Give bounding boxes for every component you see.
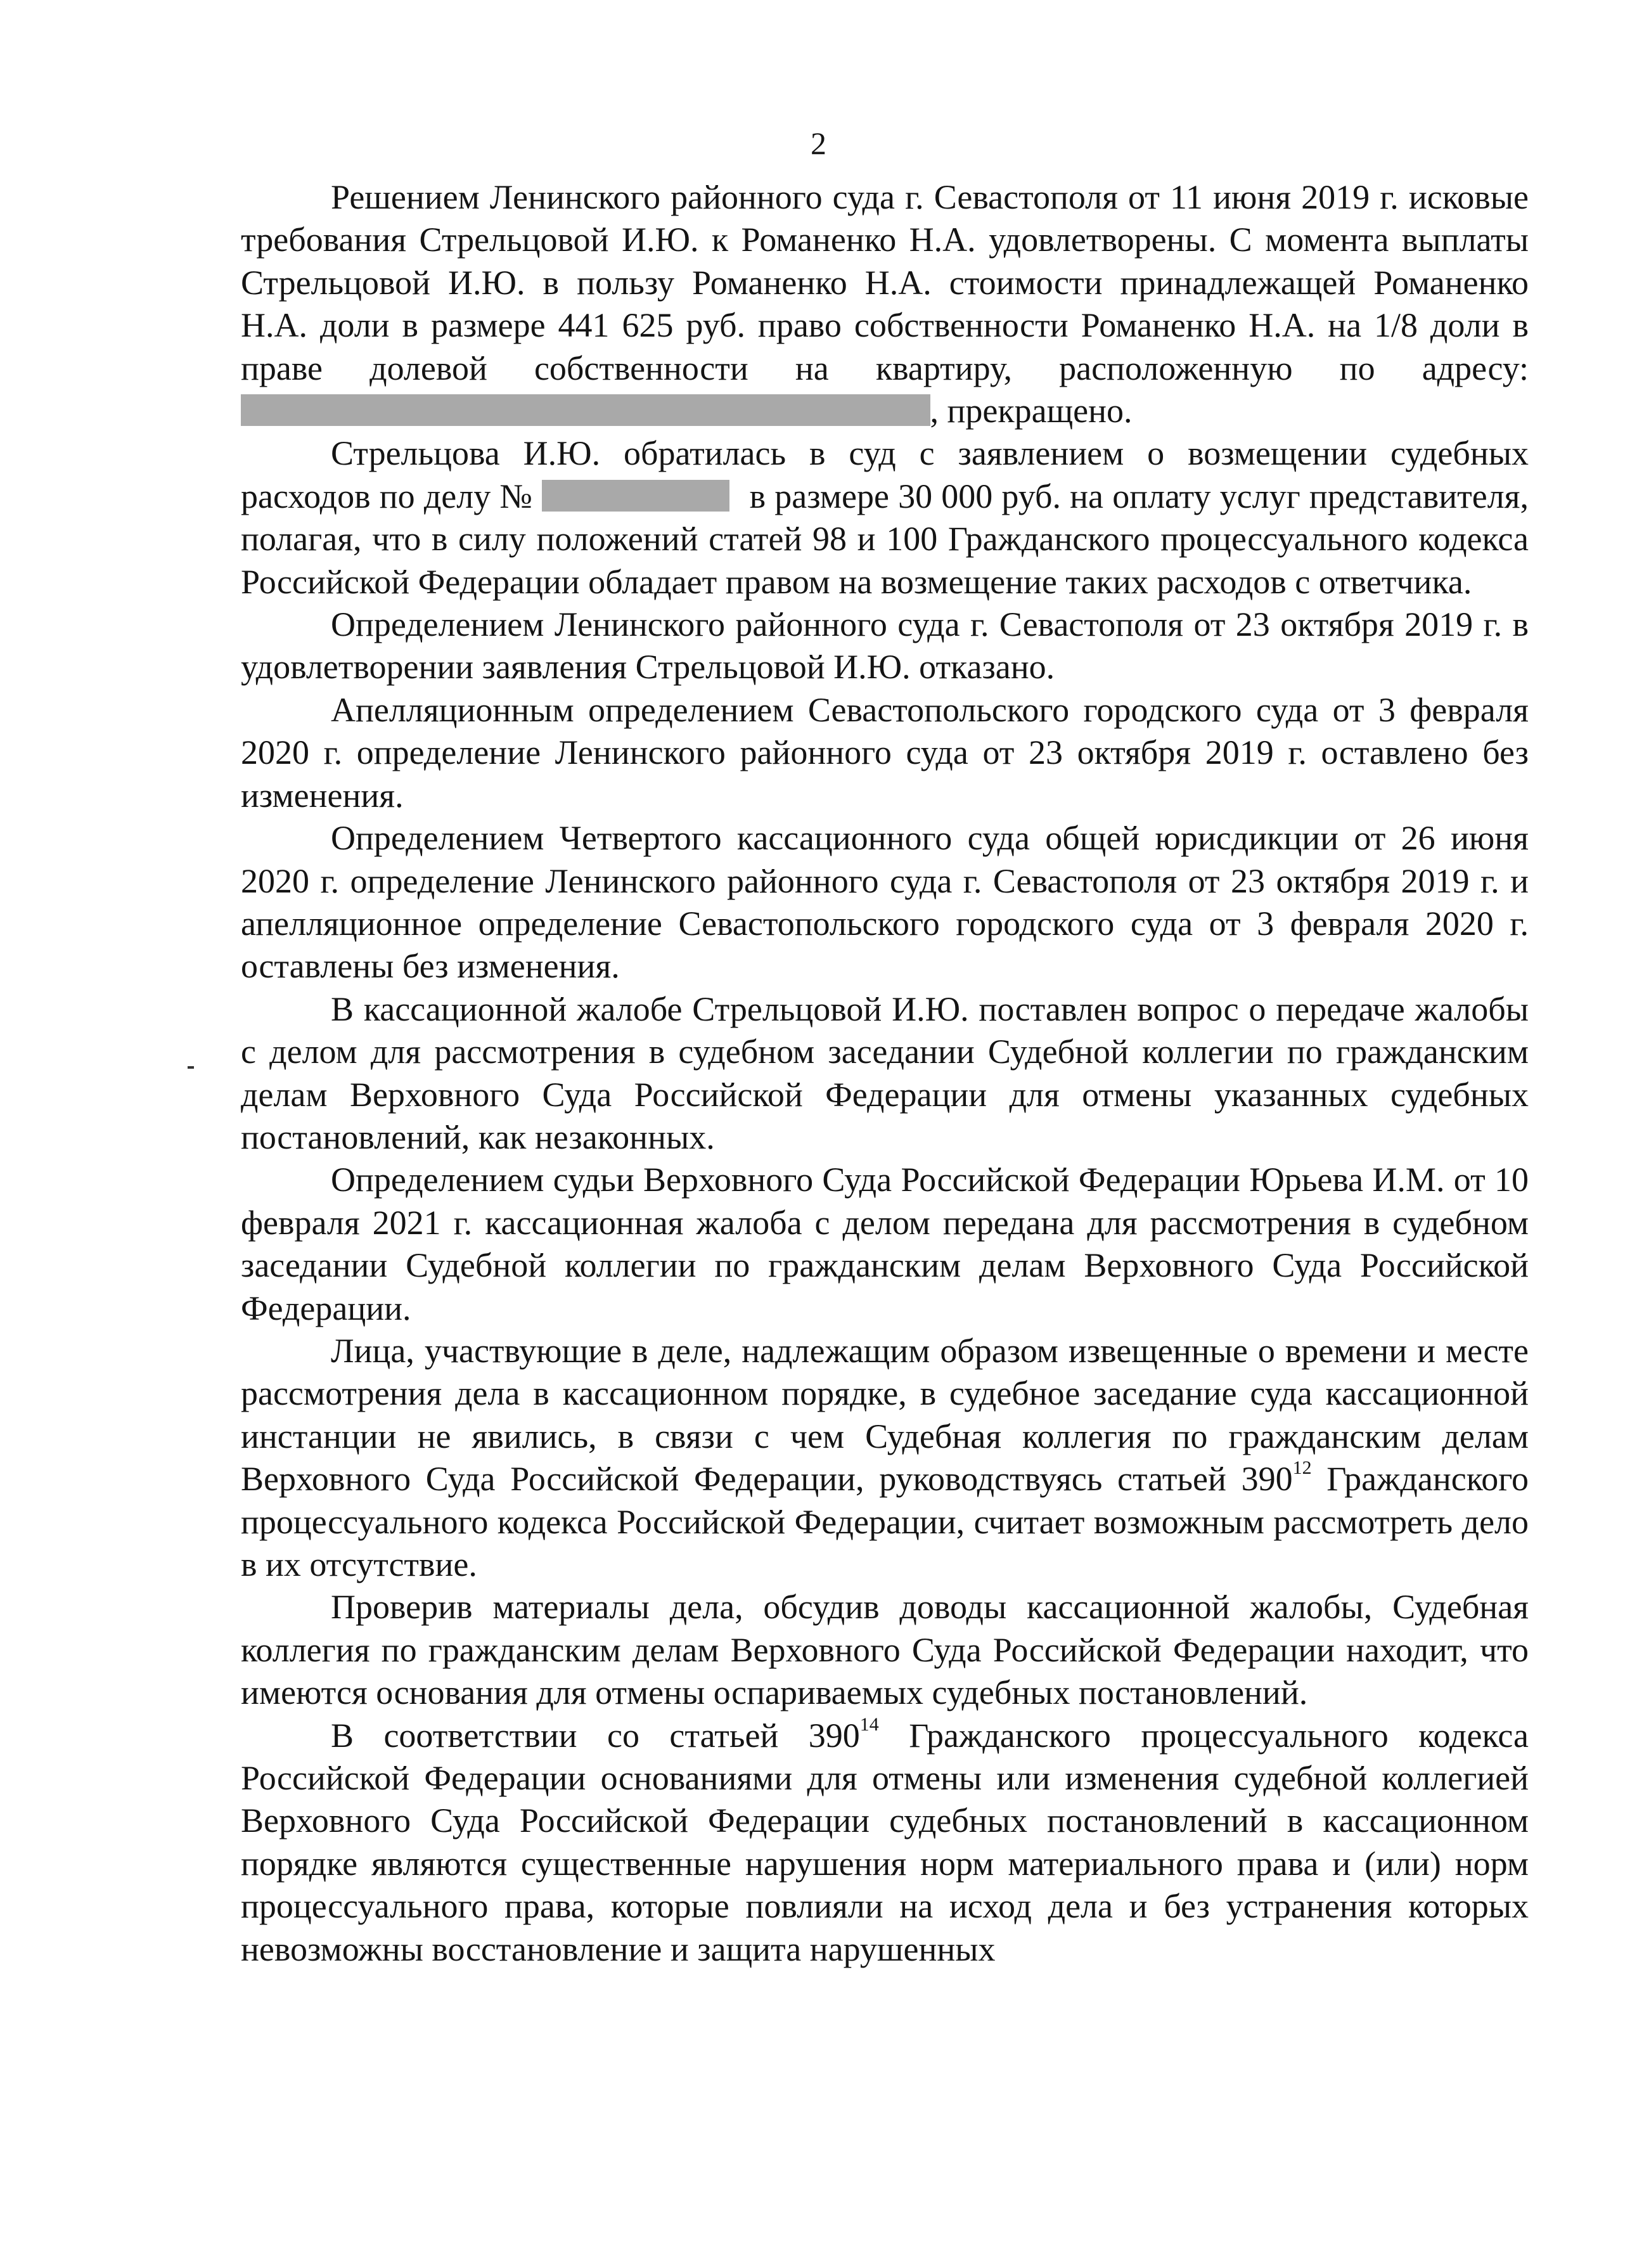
- paragraph-text: Гражданского процессуального кодекса Российской Федерации, считает возможным рассмотреть дело в их отсутствие.: [241, 1460, 1529, 1583]
- paragraph-complaint: В кассационной жалобе Стрельцовой И.Ю. поставлен вопрос о передаче жалобы с делом для рассмотрения в судебном заседании Судебной коллегии по гражданским делам Верховного Суда Российской Федерации для отмены указанных судебных постановлений, как незаконных.: [241, 989, 1529, 1156]
- paragraph-decision: [241, 176, 1529, 432]
- paragraph-text: , прекращено.: [930, 392, 1133, 430]
- redacted-address-continued: [806, 394, 930, 426]
- paragraph-text: Стрельцова И.Ю. обратилась в суд с заявлением о возмещении судебных расходов по делу №: [241, 434, 1529, 515]
- article-superscript: 14: [859, 1713, 879, 1735]
- paragraph-appeal: Апелляционным определением Севастопольского городского суда от 3 февраля 2020 г. определение Ленинского районного суда от 23 октября 2019 г. оставлено без изменения.: [241, 690, 1529, 815]
- redacted-address: [241, 394, 887, 426]
- scan-mark: [188, 1066, 194, 1069]
- paragraph-text: Лица, участвующие в деле, надлежащим образом извещенные о времени и месте рассмотрения дела в кассационном порядке, в судебное заседание суда кассационной инстанции не явились, в связи с чем Судебная коллегия по гражданским делам Верховного Суда Российской Федерации, руководствуясь статьей 390: [241, 1331, 1529, 1498]
- paragraph-claim: [241, 432, 1529, 603]
- paragraph-text: Решением Ленинского районного суда г. Севастополя от 11 июня 2019 г. исковые требования Стрельцовой И.Ю. к Романенко Н.А. удовлетворены. С момента выплаты Стрельцовой И.Ю. в пользу Романенко Н.А. стоимости принадлежащей Романенко Н.А. доли в размере 441 625 руб. право собственности Романенко Н.А. на 1/8 доли в праве долевой собственности на квартиру, расположенную по адресу:: [241, 178, 1529, 387]
- paragraph-text: в размере 30 000 руб. на оплату услуг представителя, полагая, что в силу положений статей 98 и 100 Гражданского процессуального кодекса Российской Федерации обладает правом на возмещение таких расходов с ответчика.: [241, 477, 1529, 601]
- paragraph-grounds: [241, 1715, 1529, 1971]
- article-superscript: 12: [1292, 1457, 1312, 1479]
- paragraph-ruling-district: Определением Ленинского районного суда г. Севастополя от 23 октября 2019 г. в удовлетворении заявления Стрельцовой И.Ю. отказано.: [241, 605, 1529, 686]
- paragraph-text: В соответствии со статьей 390: [331, 1716, 860, 1755]
- page-number: 2: [811, 126, 826, 161]
- redacted-case-number: [542, 480, 729, 512]
- document-body: [241, 176, 1529, 1971]
- paragraph-absence: [241, 1330, 1529, 1586]
- paragraph-cassation: Определением Четвертого кассационного суда общей юрисдикции от 26 июня 2020 г. определение Ленинского районного суда г. Севастополя от 23 октября 2019 г. и апелляционное определение Севастопольского городского суда от 3 февраля 2020 г. оставлены без изменения.: [241, 819, 1529, 986]
- paragraph-referral: Определением судьи Верховного Суда Российской Федерации Юрьева И.М. от 10 февраля 2021 г. кассационная жалоба с делом передана для рассмотрения в судебном заседании Судебной коллегии по гражданским делам Верховного Суда Российской Федерации.: [241, 1161, 1529, 1327]
- paragraph-review: Проверив материалы дела, обсудив доводы кассационной жалобы, Судебная коллегия по гражданским делам Верховного Суда Российской Федерации находит, что имеются основания для отмены оспариваемых судебных постановлений.: [241, 1588, 1529, 1712]
- paragraph-text: Гражданского процессуального кодекса Российской Федерации основаниями для отмены или изменения судебной коллегией Верховного Суда Российской Федерации судебных постановлений в кассационном порядке являются существенные нарушения норм материального права и (или) норм процессуального права, которые повлияли на исход дела и без устранения которых невозможны восстановление и защита нарушенных: [241, 1716, 1529, 1968]
